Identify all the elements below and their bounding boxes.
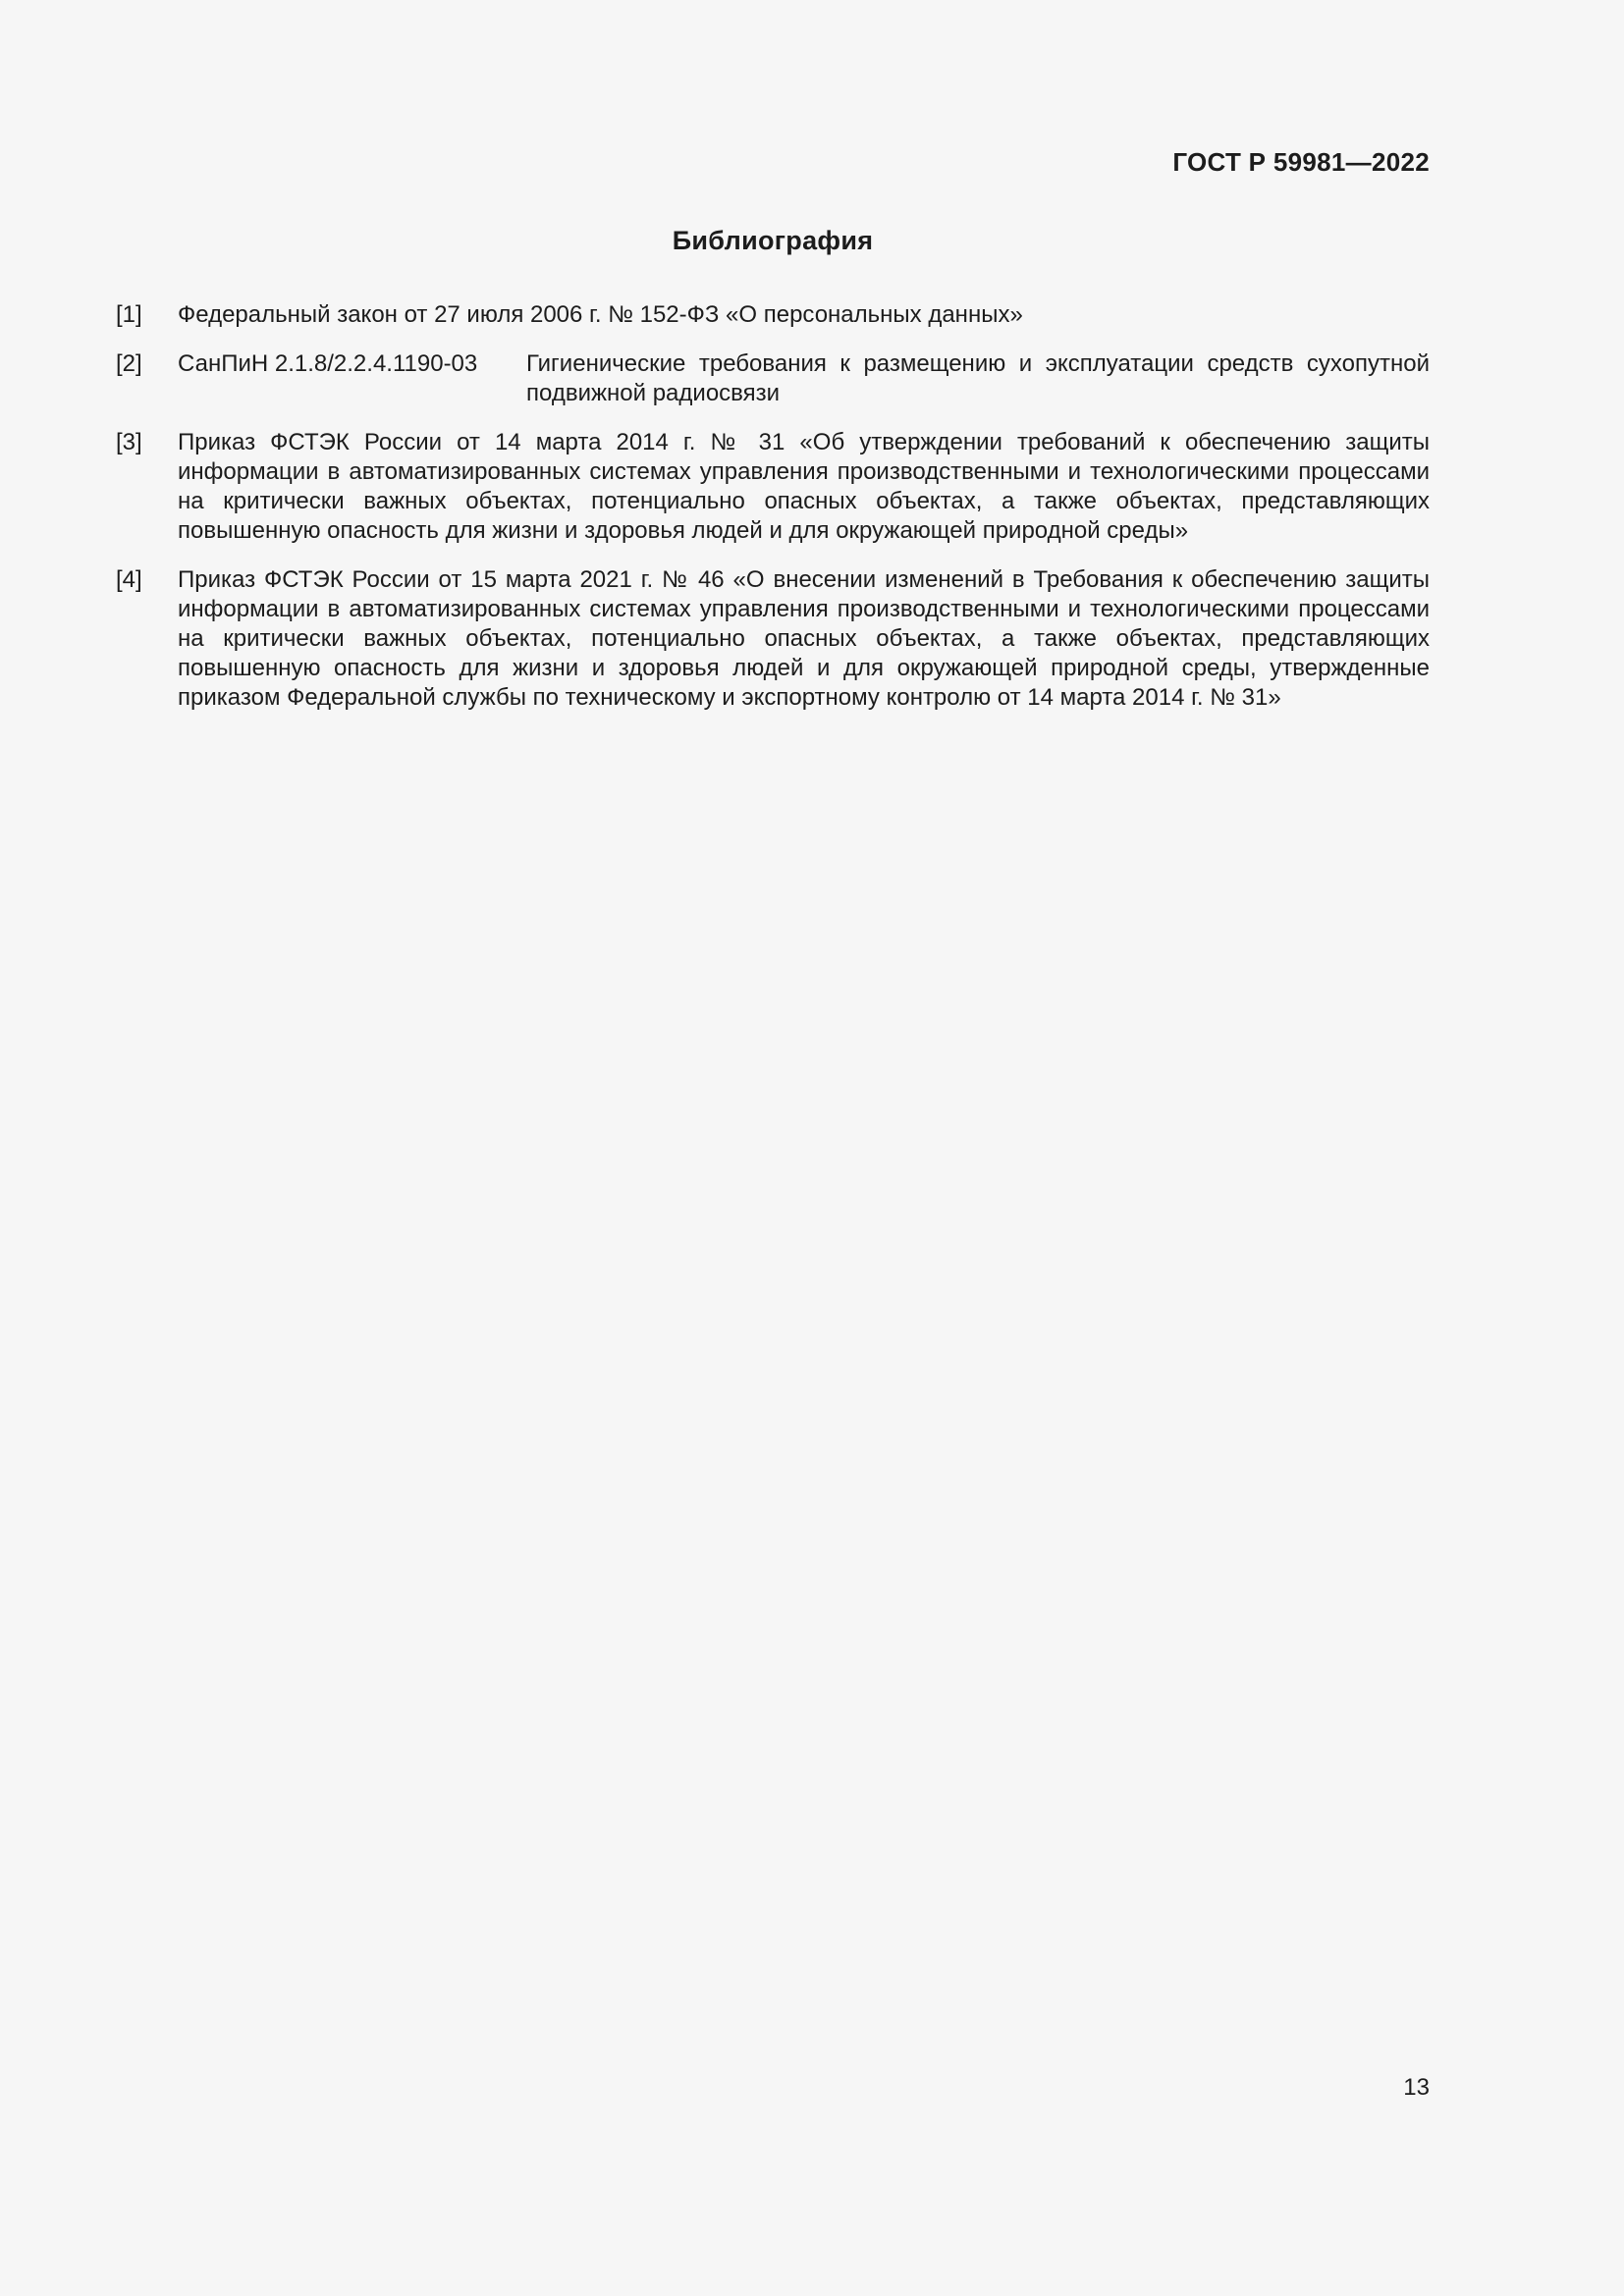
section-title: Библиография <box>672 226 874 255</box>
reference-text: Приказ ФСТЭК России от 14 марта 2014 г. № 31 «Об утверждении требований к обеспечению защиты информации в автоматизированных системах управления производственными и технологическими процессами на критически важных объектах, потенциально опасных объектах, а также объектах, представляющих повышенную опасность для жизни и здоровья людей и для окружающей природной среды» <box>178 429 1430 544</box>
reference-number: [1] <box>116 301 142 328</box>
document-code: ГОСТ Р 59981—2022 <box>1172 147 1430 177</box>
reference-code: СанПиН 2.1.8/2.2.4.1190-03 <box>178 350 478 377</box>
bibliography-item <box>116 300 1430 330</box>
reference-number: [4] <box>116 566 142 593</box>
bibliography-item <box>116 349 1430 408</box>
page-number: 13 <box>1403 2074 1430 2101</box>
reference-text: Федеральный закон от 27 июля 2006 г. № 152-ФЗ «О персональных данных» <box>178 301 1023 328</box>
reference-text: Приказ ФСТЭК России от 15 марта 2021 г. № 46 «О внесении изменений в Требования к обеспечению защиты информации в автоматизированных системах управления производственными и технологическими процессами на критически важных объектах, потенциально опасных объектах, а также объектах, представляющих повышенную опасность для жизни и здоровья людей и для окружающей природной среды, утвержденные приказом Федеральной службы по техническому и экспортному контролю от 14 марта 2014 г. № 31» <box>178 566 1430 711</box>
reference-description: Гигиенические требования к размещению и эксплуатации средств сухопутной подвижной радиосвязи <box>526 350 1430 406</box>
reference-body <box>178 349 1430 408</box>
bibliography-item <box>116 428 1430 546</box>
reference-number: [2] <box>116 350 142 377</box>
bibliography-item <box>116 565 1430 713</box>
bibliography-list <box>116 300 1430 732</box>
reference-number: [3] <box>116 429 142 455</box>
